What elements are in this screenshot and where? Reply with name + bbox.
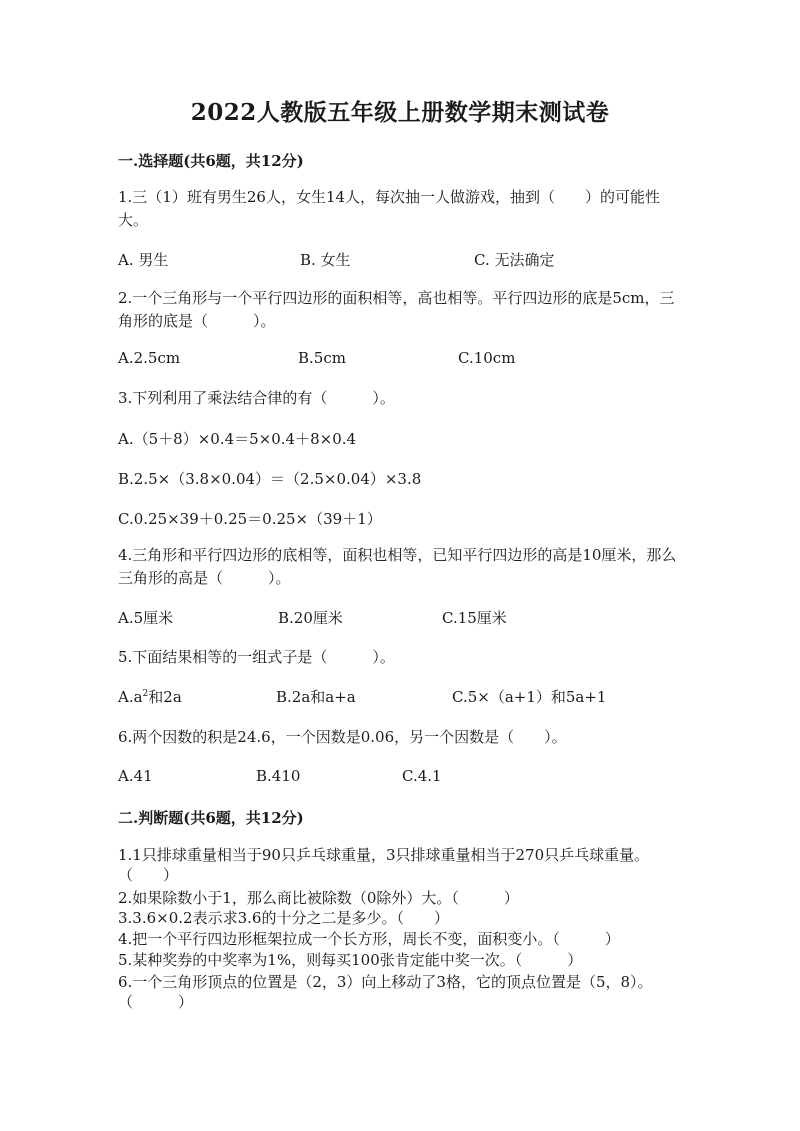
question-4: 4.三角形和平行四边形的底相等，面积也相等，已知平行四边形的高是10厘米，那么三角形的高是（ ）。 xyxy=(118,546,677,587)
option-c: C. 无法确定 xyxy=(474,251,555,269)
option-c: C.10cm xyxy=(458,349,516,367)
option-b: B.410 xyxy=(256,767,301,785)
question-6: 6.两个因数的积是24.6，一个因数是0.06，另一个因数是（ ）。 xyxy=(118,728,567,746)
exam-title: 2022人教版五年级上册数学期末测试卷 xyxy=(190,99,610,126)
judgement-item-5: 5.某种奖券的中奖率为1%，则每买100张肯定能中奖一次。（ ） xyxy=(118,951,583,969)
judgement-item-4: 4.把一个平行四边形框架拉成一个长方形，周长不变，面积变小。（ ） xyxy=(118,930,620,948)
section-heading-choice: 一.选择题(共6题，共12分) xyxy=(118,152,304,170)
option-a-tail: 和2a xyxy=(148,688,182,706)
question-6-options xyxy=(118,767,698,789)
option-c: C.5×（a+1）和5a+1 xyxy=(452,688,607,706)
question-2-options xyxy=(118,349,698,371)
judgement-item-2: 2.如果除数小于1，那么商比被除数（0除外）大。（ ） xyxy=(118,889,519,907)
question-3: 3.下列利用了乘法结合律的有（ ）。 xyxy=(118,389,395,407)
option-a xyxy=(118,686,182,707)
option-a: A.（5＋8）×0.4＝5×0.4＋8×0.4 xyxy=(118,430,357,448)
section-heading-judgement: 二.判断题(共6题，共12分) xyxy=(118,809,304,827)
option-c: C.0.25×39＋0.25＝0.25×（39＋1） xyxy=(118,510,382,528)
question-5: 5.下面结果相等的一组式子是（ ）。 xyxy=(118,648,395,666)
option-a: A. 男生 xyxy=(118,251,169,269)
option-b: B.20厘米 xyxy=(278,609,343,627)
option-c: C.4.1 xyxy=(402,767,442,785)
option-b: B.2.5×（3.8×0.04）＝（2.5×0.04）×3.8 xyxy=(118,470,422,488)
question-3-option-c-row xyxy=(118,508,698,530)
question-3-option-a-row xyxy=(118,428,698,450)
option-b: B.5cm xyxy=(298,349,346,367)
question-1: 1.三（1）班有男生26人，女生14人，每次抽一人做游戏，抽到（ ）的可能性大。 xyxy=(118,188,661,229)
option-a: A.2.5cm xyxy=(118,349,181,367)
option-a: A.5厘米 xyxy=(118,609,174,627)
question-1-options xyxy=(118,249,698,271)
judgement-item-1: 1.1只排球重量相当于90只乒乓球重量，3只排球重量相当于270只乒乓球重量。（ ） xyxy=(118,846,650,884)
option-a-base: A.a xyxy=(118,688,143,706)
option-a-exponent: 2 xyxy=(142,689,149,699)
judgement-item-3: 3.3.6×0.2表示求3.6的十分之二是多少。（ ） xyxy=(118,909,449,927)
question-4-options xyxy=(118,607,698,629)
question-3-option-b-row xyxy=(118,468,698,490)
question-5-options xyxy=(118,686,698,708)
option-a: A.41 xyxy=(118,767,153,785)
judgement-item-6: 6.一个三角形顶点的位置是（2，3）向上移动了3格，它的顶点位置是（5，8）。（ ） xyxy=(118,973,653,1011)
option-b: B. 女生 xyxy=(300,251,351,269)
option-c: C.15厘米 xyxy=(442,609,507,627)
question-2: 2.一个三角形与一个平行四边形的面积相等，高也相等。平行四边形的底是5cm，三角形的底是（ ）。 xyxy=(118,289,675,330)
option-b: B.2a和a+a xyxy=(276,688,356,706)
